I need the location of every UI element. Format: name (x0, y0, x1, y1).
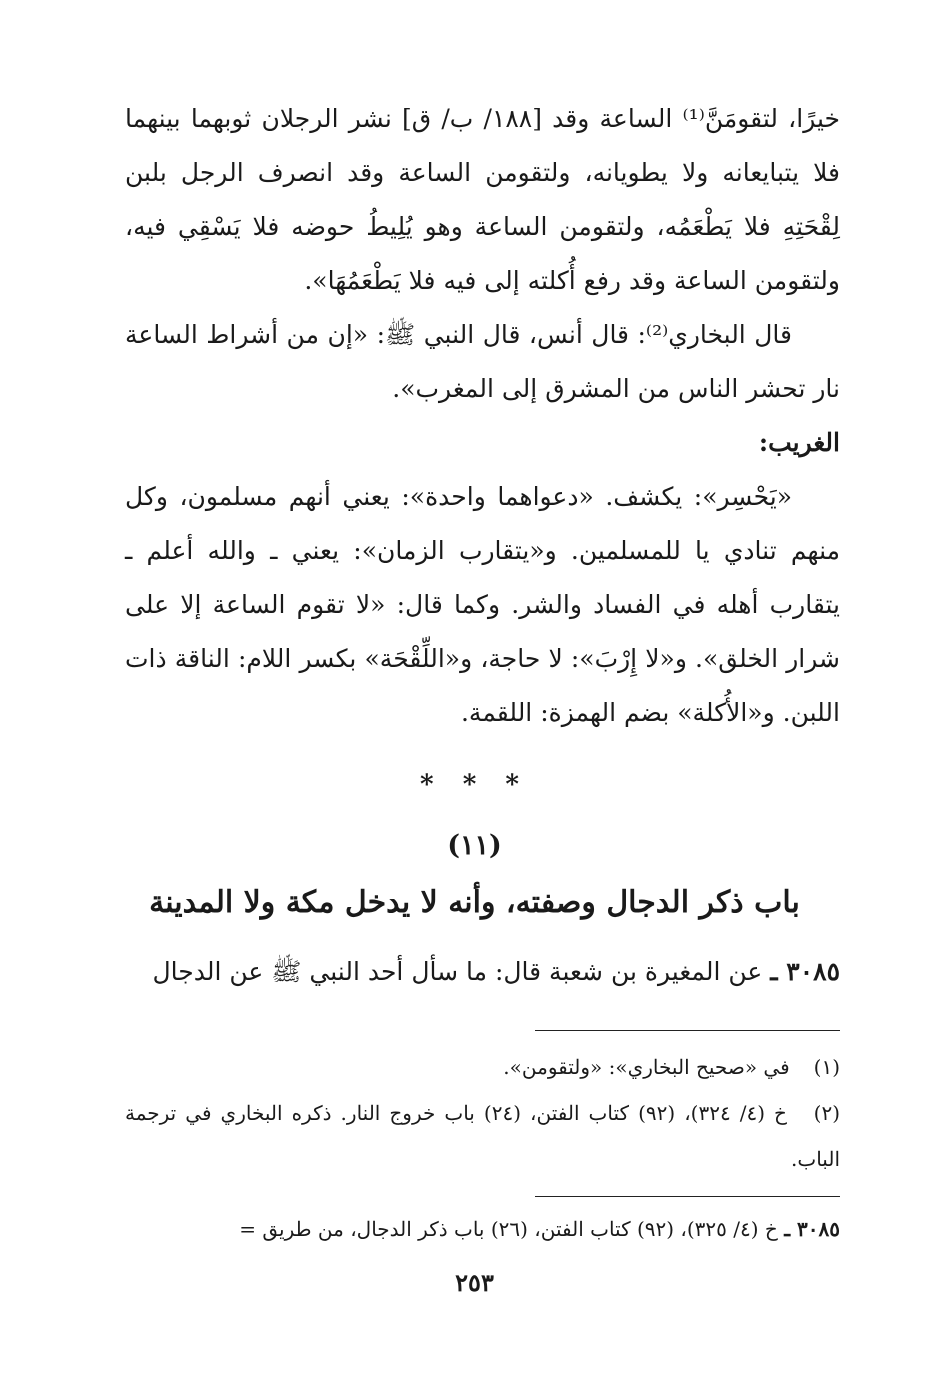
footnote-2 (125, 1090, 840, 1182)
paragraph-continuation: خيرًا، لتقومَنَّ⁽¹⁾ الساعة وقد [١٨٨/ ب/ ق] نشر الرجلان ثوبهما بينهما فلا يتبايعانه ولا يطويانه، ولتقومن الساعة وقد انصرف الرجل بلبن لِقْحَتِهِ فلا يَطْعَمُه، ولتقومن الساعة وهو يُلِيطُ حوضه فلا يَسْقِي فيه، ولتقومن الساعة وقد رفع أُكلته إلى فيه فلا يَطْعَمُهَا». (125, 104, 840, 295)
chapter-number: (١١) (447, 830, 502, 861)
footnote-divider (535, 1030, 840, 1031)
footnote-text: في «صحيح البخاري»: «ولتقومن». (503, 1055, 790, 1079)
footnote-1 (125, 1044, 840, 1090)
footnote-marker: (١) (813, 1055, 840, 1079)
chapter-title: باب ذكر الدجال وصفته، وأنه لا يدخل مكة ولا المدينة (149, 885, 800, 920)
takhrij-note (125, 1206, 840, 1252)
takhrij-divider (535, 1196, 840, 1197)
main-text (125, 92, 840, 740)
footnote-text: خ (٤/ ٣٢٤)، (٩٢) كتاب الفتن، (٢٤) باب خروج النار. ذكره البخاري في ترجمة الباب. (125, 1101, 840, 1171)
paragraph-gharib: «يَحْسِر»: يكشف. «دعواهما واحدة»: يعني أنهم مسلمون، وكل منهم تنادي يا للمسلمين. و«يتقارب الزمان»: يعني ـ والله أعلم ـ يتقارب أهله في الفساد والشر. وكما قال: «لا تقوم الساعة إلا على شرار الخلق». و«لا إِرْبَ»: لا حاجة، و«اللِّقْحَة» بكسر اللام: الناقة ذات اللبن. و«الأُكلة» بضم الهمزة: اللقمة. (125, 482, 840, 727)
paragraph-bukhari: قال البخاري⁽²⁾: قال أنس، قال النبي ﷺ: «إن من أشراط الساعة نار تحشر الناس من المشرق إلى المغرب». (125, 320, 840, 403)
section-separator: * * * (420, 770, 529, 800)
hadith-start (125, 945, 840, 999)
takhrij-number: ٣٠٨٥ ـ (784, 1217, 840, 1241)
page-number: ٢٥٣ (455, 1268, 494, 1297)
takhrij-text: خ (٤/ ٣٢٥)، (٩٢) كتاب الفتن، (٢٦) باب ذكر الدجال، من طريق = (239, 1217, 778, 1241)
gharib-heading: الغريب: (758, 428, 840, 457)
hadith-text: عن المغيرة بن شعبة قال: ما سأل أحد النبي ﷺ عن الدجال (152, 957, 763, 986)
hadith-number: ٣٠٨٥ ـ (770, 957, 840, 986)
footnote-marker: (٢) (813, 1101, 841, 1125)
